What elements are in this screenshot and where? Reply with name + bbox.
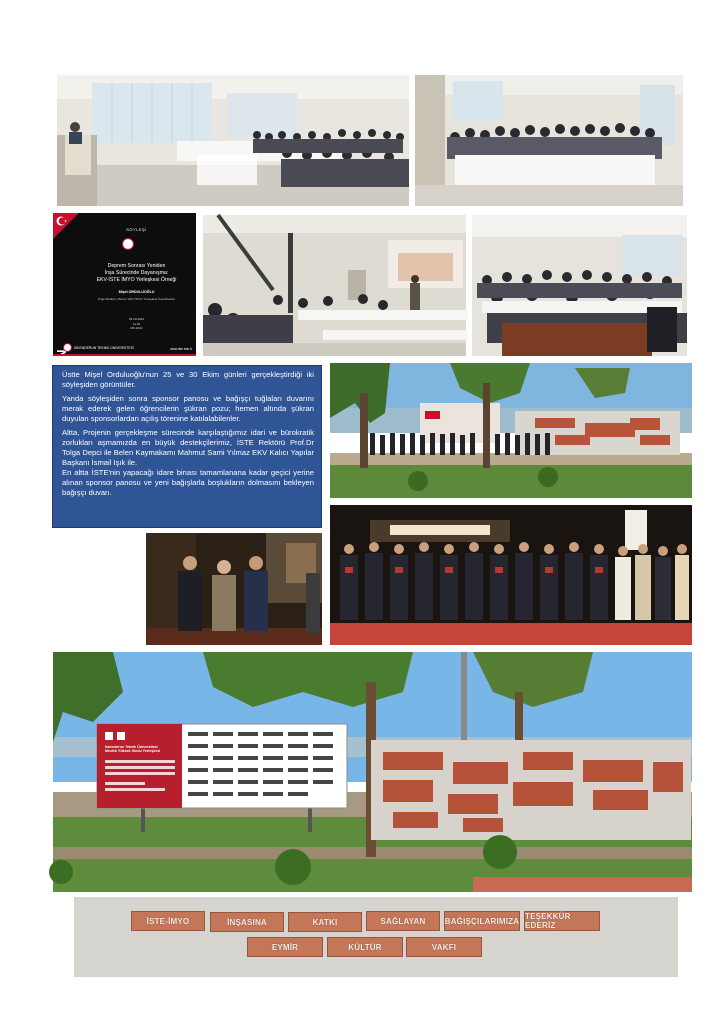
photo-lecture-talk-2 bbox=[203, 215, 466, 356]
poster-date-line1: 25.10.2024 bbox=[128, 317, 144, 321]
photo-group-classroom bbox=[415, 75, 683, 206]
photo-students-brick-wall bbox=[330, 363, 692, 498]
photo-students-seated bbox=[472, 215, 687, 356]
poster-talk-title-line3: EKV-İSTE İMYO Yerleşkesi Örneği bbox=[96, 277, 177, 283]
caption-paragraph-4: En altta İSTE'nin yapacağı idare binası tamamlanana kadar geçici yerine alınan sponsor panosu ve yeni bağışlarla boşlukların dolmasını bekleyen bağışçı duvarı. bbox=[62, 468, 314, 497]
poster-website: www.iste.edu.tr bbox=[170, 347, 192, 351]
poster-footer bbox=[63, 343, 134, 352]
photo-sponsor-board-donor-wall bbox=[53, 652, 692, 892]
university-seal-icon bbox=[63, 343, 72, 352]
plaque-word-1: İSTE-İMYO bbox=[131, 911, 205, 931]
poster-date bbox=[81, 317, 192, 331]
poster-talk-title-line1: Deprem Sonrası Yeniden bbox=[107, 263, 166, 269]
plaque-word-4: SAĞLAYAN bbox=[366, 911, 440, 931]
sponsor-board-title-line2: Meslek Yüksek Okulu Yerleşkesi bbox=[105, 749, 161, 754]
plaque-word-8: KÜLTÜR bbox=[327, 937, 403, 957]
plaque-word-9: VAKFI bbox=[406, 937, 482, 957]
poster-talk-title-line2: İnşa Sürecinde Dayanışma: bbox=[104, 270, 169, 276]
poster-date-line2: 11.00 bbox=[132, 321, 141, 326]
photo-officials bbox=[146, 533, 322, 645]
poster-label: SÖYLEŞİ bbox=[126, 227, 147, 232]
plaque-word-5: BAĞIŞÇILARIMIZA bbox=[444, 911, 520, 931]
poster-date-line3: MF-1022 bbox=[130, 326, 143, 330]
sponsor-board-title-line1: İskenderun Teknik Üniversitesi bbox=[105, 745, 158, 749]
turkish-flag-icon bbox=[53, 213, 79, 239]
sponsor-board-title bbox=[105, 745, 180, 754]
poster-talk-title bbox=[81, 263, 192, 284]
caption-paragraph-3: Altta, Projenin gerçekleşme sürecinde karşılaştığımız idari ve bürokratik zorlukları aşmamızda en büyük destekçilerimiz, İSTE Rektörü Prof.Dr Tolga Depci ile Belen Kaymakamı Mahmut Sami Yılmaz EKV Kalıcı Yapılar Başkanı İsmail Işık ile. bbox=[62, 428, 314, 467]
photo-sponsors-ceremony bbox=[330, 505, 692, 645]
photo-thank-you-plaque bbox=[74, 897, 678, 977]
caption-paragraph-2: Yanda söyleşiden sonra sponsor panosu ve bağışçı tuğlaları duvarını merak ederek gelen öğrencilerin şükran pozu; hemen altında şükran duyulan sponsorlardan açılış törenine katılalabilenler. bbox=[62, 394, 314, 423]
poster-accent-line bbox=[53, 354, 196, 356]
caption-paragraph-1: Üstte Mişel Orduluoğlu'nun 25 ve 30 Ekim günleri gerçekleştirdiği iki söyleşiden görüntüler. bbox=[62, 370, 314, 389]
plaque-word-7: EYMİR bbox=[247, 937, 323, 957]
caption-textbox bbox=[52, 365, 322, 528]
plaque-word-2: İNŞASINA bbox=[210, 912, 284, 932]
poster-footer-org: İSKENDERUN TEKNİK ÜNİVERSİTESİ bbox=[74, 345, 134, 350]
plaque-word-3: KATKI bbox=[288, 912, 362, 932]
university-logo-icon bbox=[122, 238, 134, 250]
poster-speaker-role: Proje Müdürü, Mimar / EKV İMYO Yerleşkesi Koordinatörü bbox=[97, 297, 176, 301]
event-poster bbox=[53, 213, 196, 356]
photo-lecture-hall-talk-1 bbox=[57, 75, 409, 206]
plaque-word-6: TEŞEKKÜR EDERİZ bbox=[524, 911, 600, 931]
poster-speaker: Mişel ORDULUOĞLU bbox=[118, 290, 155, 294]
